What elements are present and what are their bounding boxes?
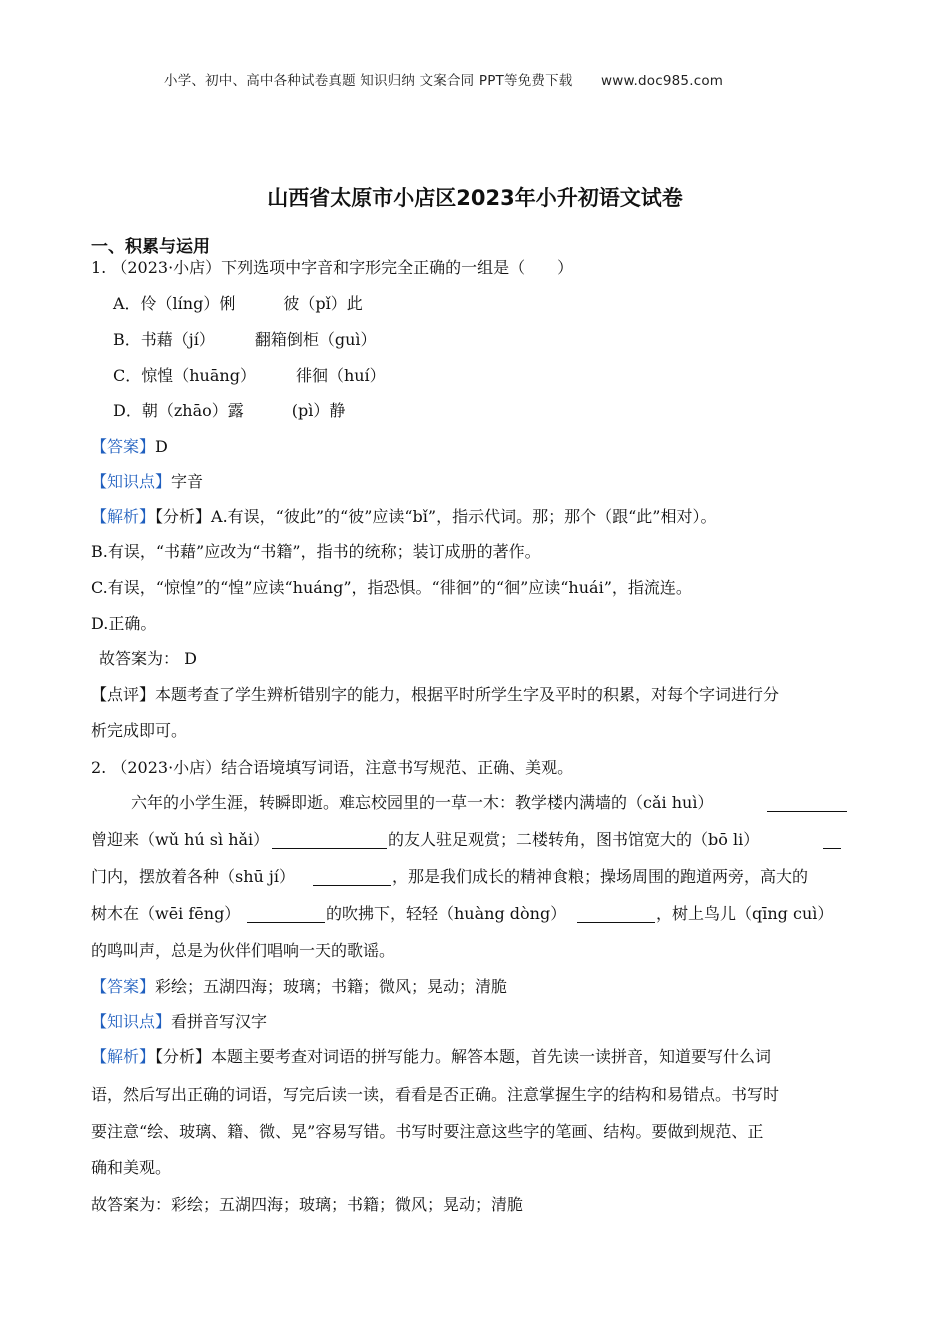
- q2-passage-line: 树木在（wēi fēng）: [91, 904, 241, 923]
- analysis-tag: 【解析】: [91, 1047, 156, 1066]
- passage-text: ，树上鸟儿（qīng cuì）: [656, 904, 834, 923]
- analysis-text: 【分析】A.有误，“彼此”的“彼”应读“bǐ”，指示代词。那；那个（跟“此”相对）。: [155, 507, 717, 526]
- q2-passage-line: 的鸣叫声，总是为伙伴们唱响一天的歌谣。: [91, 941, 396, 960]
- kp-text: 看拼音写汉字: [171, 1012, 268, 1031]
- q2-analysis-line: 语，然后写出正确的词语，写完后读一读，看看是否正确。注意掌握生字的结构和易错点。书写时: [91, 1085, 780, 1104]
- q2-passage-line: [91, 830, 269, 850]
- answer-text: 彩绘；五湖四海；玻璃；书籍；微风；晃动；清脆: [155, 977, 508, 996]
- q1-option-b: B．书藉（jí） 翻箱倒柜（guì）: [113, 330, 377, 349]
- q1-stem: 1. （2023·小店）下列选项中字音和字形完全正确的一组是（ ）: [91, 258, 574, 277]
- q2-analysis-line: 要注意“绘、玻璃、籍、微、晃”容易写错。书写时要注意这些字的笔画、结构。要做到规范、正: [91, 1122, 764, 1141]
- q2-passage-line: 门内，摆放着各种（shū jí）: [91, 867, 295, 886]
- header-text: 小学、初中、高中各种试卷真题 知识归纳 文案合同 PPT等免费下载: [164, 73, 573, 89]
- answer-tag: 【答案】: [91, 977, 156, 996]
- analysis-tag: 【解析】: [91, 507, 156, 526]
- q2-passage-line: [131, 793, 713, 813]
- q1-analysis-line: B.有误，“书藉”应改为“书籍”，指书的统称；装订成册的著作。: [91, 542, 541, 561]
- q1-option-c: C．惊惶（huāng） 徘徊（huí）: [113, 366, 386, 385]
- q1-option-d: D．朝（zhāo）露 (pì）静: [113, 401, 346, 420]
- q1-answer: [91, 437, 168, 457]
- passage-text: 的吹拂下，轻轻（huàng dòng）: [326, 904, 567, 923]
- passage-text: ，那是我们成长的精神食粮；操场周围的跑道两旁，高大的: [392, 867, 809, 886]
- page-header: [164, 69, 723, 89]
- q1-analysis-line: C.有误，“惊惶”的“惶”应读“huáng”，指恐惧。“徘徊”的“徊”应读“huái”，指流连。: [91, 578, 692, 597]
- kp-text: 字音: [171, 472, 204, 491]
- q2-stem: 2. （2023·小店）结合语境填写词语，注意书写规范、正确、美观。: [91, 758, 574, 777]
- section-heading: 一、积累与运用: [91, 237, 210, 257]
- q2-knowledge-point: [91, 1012, 267, 1032]
- blank-wuhusihai[interactable]: [272, 832, 387, 849]
- q1-knowledge-point: [91, 472, 203, 492]
- q1-option-a: A．伶（líng）俐 彼（pǐ）此: [113, 294, 363, 313]
- q1-final-answer: 故答案为： D: [99, 649, 197, 668]
- q2-analysis-line: 确和美观。: [91, 1158, 172, 1177]
- kp-tag: 【知识点】: [91, 1012, 172, 1031]
- page-title: 山西省太原市小店区2023年小升初语文试卷: [267, 186, 683, 210]
- header-url[interactable]: www.doc985.com: [601, 73, 724, 89]
- q1-comment: 析完成即可。: [91, 721, 188, 740]
- blank-boli[interactable]: [823, 832, 841, 849]
- q1-comment: 【点评】本题考查了学生辨析错别字的能力，根据平时所学生字及平时的积累，对每个字词进行分: [91, 685, 780, 704]
- kp-tag: 【知识点】: [91, 472, 172, 491]
- blank-huangdong[interactable]: [577, 906, 655, 923]
- q1-analysis-line: [91, 507, 716, 527]
- passage-text: 六年的小学生涯，转瞬即逝。难忘校园里的一草一木：教学楼内满墙的（cǎi huì）: [131, 793, 714, 812]
- passage-text: 曾迎来（wǔ hú sì hǎi）: [91, 830, 270, 849]
- analysis-text: 【分析】本题主要考查对词语的拼写能力。解答本题，首先读一读拼音，知道要写什么词: [155, 1047, 772, 1066]
- q1-analysis-line: D.正确。: [91, 614, 157, 633]
- passage-text: 的友人驻足观赏；二楼转角，图书馆宽大的（bō li）: [388, 830, 760, 849]
- blank-shuji[interactable]: [313, 869, 391, 886]
- answer-tag: 【答案】: [91, 437, 156, 456]
- answer-text: D: [155, 437, 168, 456]
- q2-final-answer: 故答案为：彩绘；五湖四海；玻璃；书籍；微风；晃动；清脆: [91, 1195, 524, 1214]
- q2-analysis-line: [91, 1047, 771, 1067]
- q2-answer: [91, 977, 507, 997]
- blank-caihui[interactable]: [767, 795, 847, 812]
- blank-weifeng[interactable]: [247, 906, 325, 923]
